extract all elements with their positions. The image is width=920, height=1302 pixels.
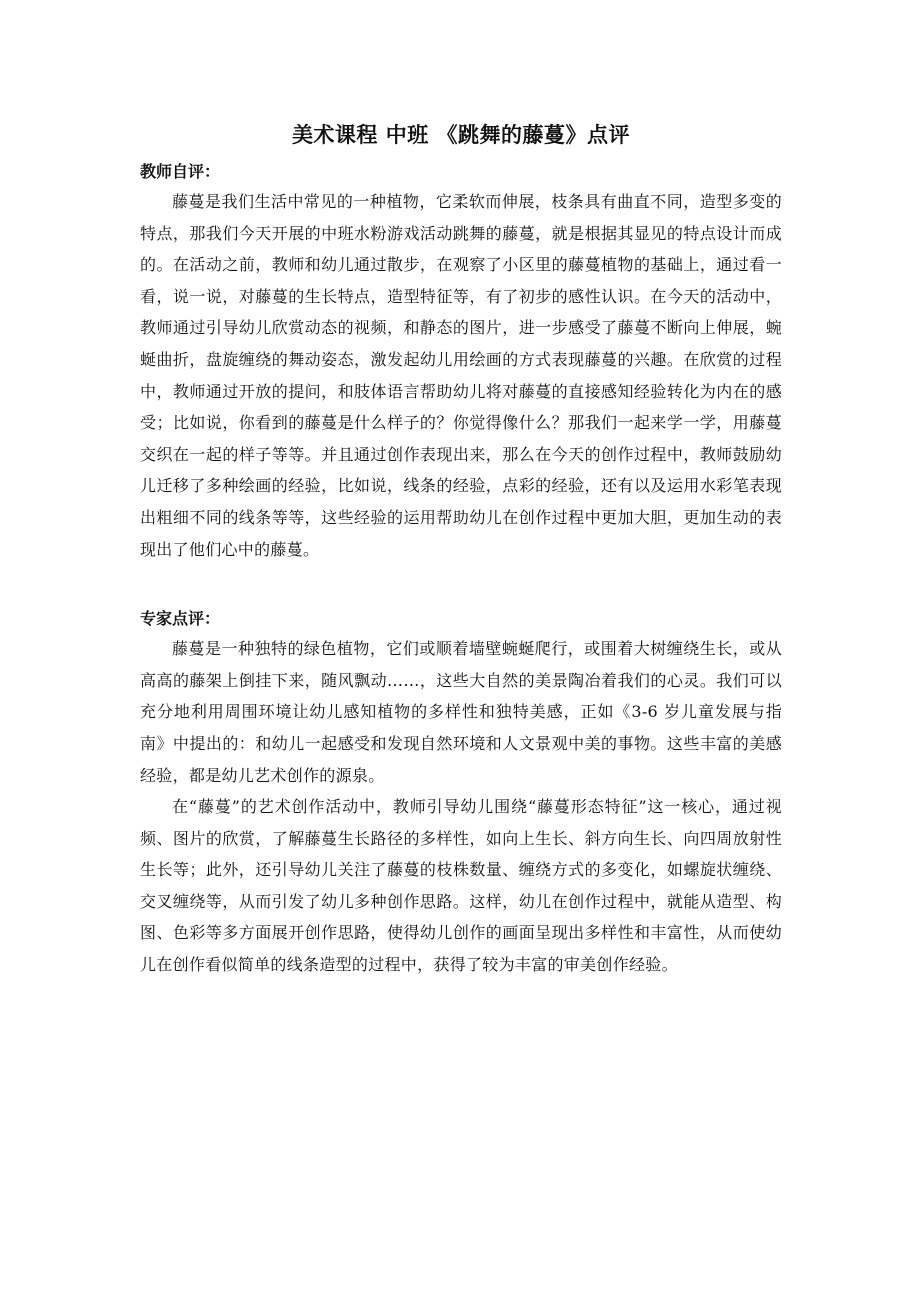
expert-review-section bbox=[140, 605, 782, 981]
expert-section-heading: 专家点评： bbox=[140, 609, 221, 629]
document-title: 美术课程 中班 《跳舞的藤蔓》点评 bbox=[291, 123, 631, 147]
expert-review-paragraph-2: 在“藤蔓”的艺术创作活动中，教师引导幼儿围绕“藤蔓形态特征”这一核心，通过视频、图片的欣赏，了解藤蔓生长路径的多样性，如向上生长、斜方向生长、向四周放射性生长等；此外，还引导幼儿关注了藤蔓的枝株数量、缠绕方式的多变化，如螺旋状缠绕、交叉缠绕等，从而引发了幼儿多种创作思路。这样，幼儿在创作过程中，就能从造型、构图、色彩等多方面展开创作思路，使得幼儿创作的画面呈现出多样性和丰富性，从而使幼儿在创作看似简单的线条造型的过程中，获得了较为丰富的审美创作经验。 bbox=[140, 797, 782, 975]
document-page bbox=[140, 118, 782, 981]
teacher-review-paragraph: 藤蔓是我们生活中常见的一种植物，它柔软而伸展，枝条具有曲直不同，造型多变的特点，那我们今天开展的中班水粉游戏活动跳舞的藤蔓，就是根据其显见的特点设计而成的。在活动之前，教师和幼儿通过散步，在观察了小区里的藤蔓植物的基础上，通过看一看，说一说，对藤蔓的生长特点，造型特征等，有了初步的感性认识。在今天的活动中，教师通过引导幼儿欣赏动态的视频，和静态的图片，进一步感受了藤蔓不断向上伸展，蜿蜒曲折，盘旋缠绕的舞动姿态，激发起幼儿用绘画的方式表现藤蔓的兴趣。在欣赏的过程中，教师通过开放的提问，和肢体语言帮助幼儿将对藤蔓的直接感知经验转化为内在的感受；比如说，你看到的藤蔓是什么样子的？你觉得像什么？那我们一起来学一学，用藤蔓交织在一起的样子等等。并且通过创作表现出来，那么在今天的创作过程中，教师鼓励幼儿迁移了多种绘画的经验，比如说，线条的经验，点彩的经验，还有以及运用水彩笔表现出粗细不同的线条等等，这些经验的运用帮助幼儿在创作过程中更加大胆，更加生动的表现出了他们心中的藤蔓。 bbox=[140, 192, 782, 559]
expert-review-paragraph-1: 藤蔓是一种独特的绿色植物，它们或顺着墙壁蜿蜒爬行，或围着大树缠绕生长，或从高高的藤架上倒挂下来，随风飘动……，这些大自然的美景陶冶着我们的心灵。我们可以充分地利用周围环境让幼儿感知植物的多样性和独特美感，正如《3-6 岁儿童发展与指南》中提出的：和幼儿一起感受和发现自然环境和人文景观中美的事物。这些丰富的美感经验，都是幼儿艺术创作的源泉。 bbox=[140, 639, 782, 785]
teacher-self-review-section bbox=[140, 158, 782, 565]
section-spacer bbox=[140, 565, 782, 595]
teacher-section-heading: 教师自评： bbox=[140, 162, 221, 181]
